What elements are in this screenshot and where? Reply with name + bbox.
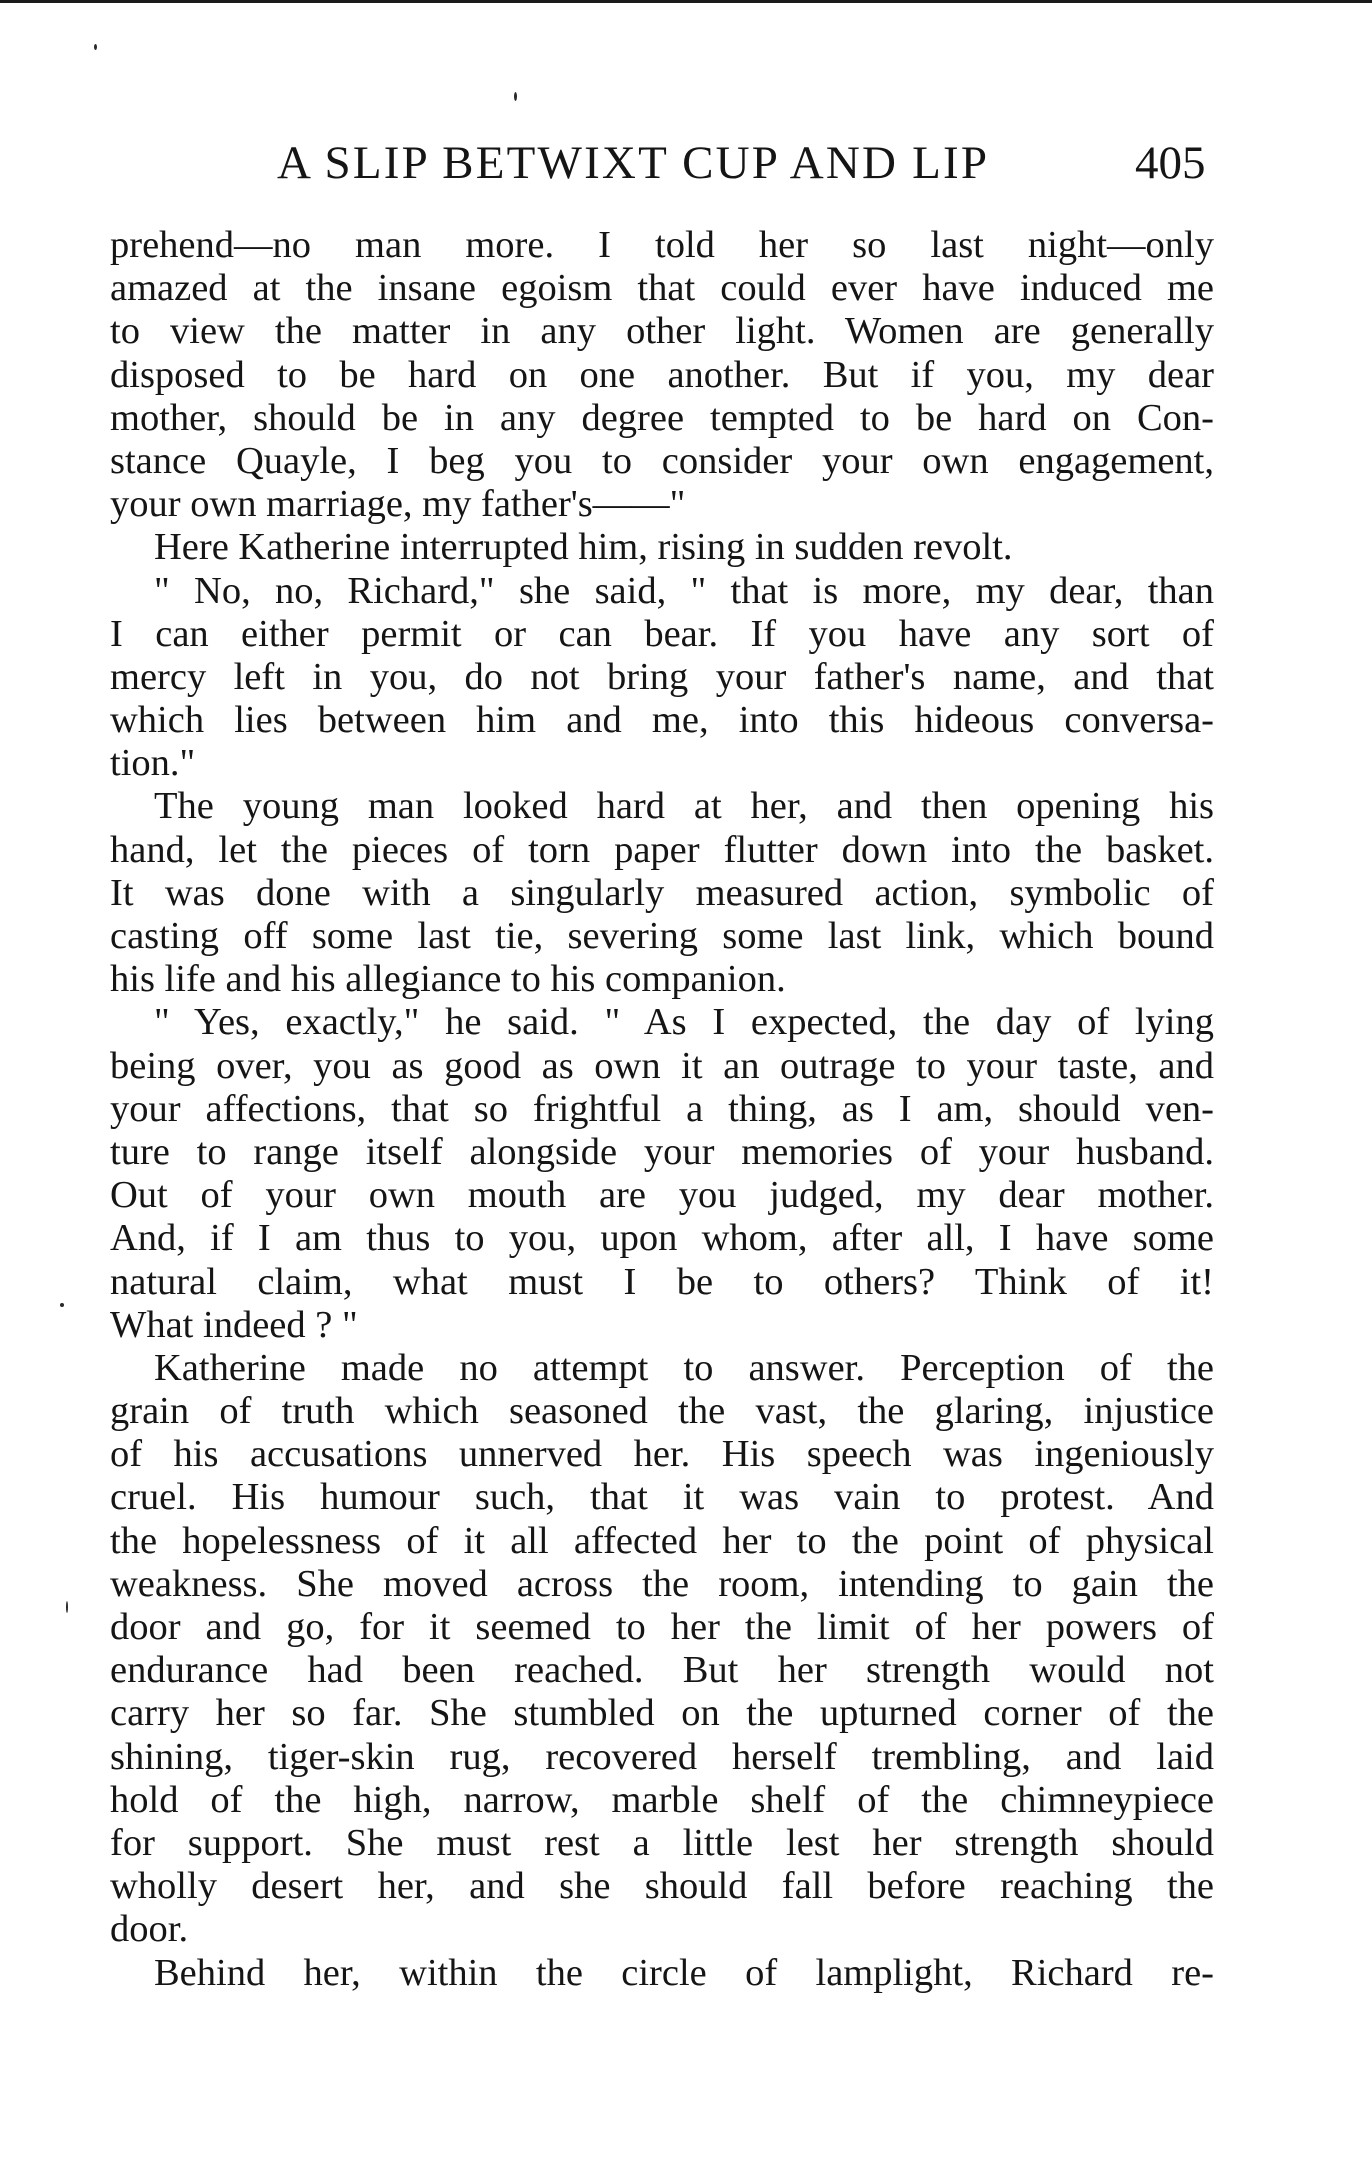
text-line: being over, you as good as own it an outrage to your taste, and	[110, 1044, 1214, 1087]
text-line: ture to range itself alongside your memories of your husband.	[110, 1130, 1214, 1173]
text-line: Out of your own mouth are you judged, my dear mother.	[110, 1174, 1214, 1217]
text-line: amazed at the insane egoism that could ever have induced me	[110, 267, 1214, 310]
text-line: endurance had been reached. But her strength would not	[110, 1649, 1214, 1692]
text-line: tion."	[110, 742, 196, 785]
paragraph-first-line: " No, no, Richard," she said, " that is more, my dear, than	[154, 569, 1214, 612]
running-header	[0, 133, 1372, 193]
text-line: mercy left in you, do not bring your father's name, and that	[110, 655, 1214, 698]
text-line: prehend—no man more. I told her so last night—only	[110, 224, 1214, 266]
text-line: door and go, for it seemed to her the limit of her powers of	[110, 1606, 1214, 1648]
text-line: casting off some last tie, severing some last link, which bound	[110, 915, 1214, 957]
text-line: And, if I am thus to you, upon whom, after all, I have some	[110, 1217, 1214, 1260]
ink-speck	[60, 1303, 64, 1307]
running-title: A SLIP BETWIXT CUP AND LIP	[277, 137, 990, 189]
text-line: hold of the high, narrow, marble shelf of the chimneypiece	[110, 1778, 1214, 1821]
text-line: It was done with a singularly measured action, symbolic of	[110, 871, 1214, 914]
paragraph-first-line: Here Katherine interrupted him, rising in sudden revolt.	[154, 526, 1013, 569]
paragraph-first-line: Katherine made no attempt to answer. Perception of the	[154, 1346, 1214, 1389]
text-line: mother, should be in any degree tempted to be hard on Con-	[110, 396, 1214, 439]
top-edge-rule	[0, 0, 1372, 3]
text-line: which lies between him and me, into this hideous conversa-	[110, 699, 1214, 742]
ink-speck	[66, 1601, 68, 1613]
body-text	[110, 224, 1214, 1995]
text-line: grain of truth which seasoned the vast, the glaring, injustice	[110, 1390, 1214, 1433]
text-line: weakness. She moved across the room, intending to gain the	[110, 1562, 1214, 1605]
text-line: your own marriage, my father's——"	[110, 483, 686, 526]
text-line: shining, tiger-skin rug, recovered herself trembling, and laid	[110, 1735, 1214, 1778]
text-line: I can either permit or can bear. If you have any sort of	[110, 612, 1214, 655]
text-line: his life and his allegiance to his companion.	[110, 958, 786, 1001]
text-line: of his accusations unnerved her. His speech was ingeniously	[110, 1433, 1214, 1476]
text-line: What indeed ? "	[110, 1303, 358, 1346]
page-number: 405	[1135, 137, 1206, 189]
ink-speck	[514, 92, 517, 101]
text-line: to view the matter in any other light. Women are generally	[110, 310, 1214, 353]
text-line: door.	[110, 1908, 189, 1951]
text-line: the hopelessness of it all affected her to the point of physical	[110, 1519, 1214, 1562]
text-line: disposed to be hard on one another. But if you, my dear	[110, 353, 1214, 396]
text-line: wholly desert her, and she should fall before reaching the	[110, 1865, 1214, 1908]
text-line: your affections, that so frightful a thing, as I am, should ven-	[110, 1087, 1214, 1130]
text-line: hand, let the pieces of torn paper flutter down into the basket.	[110, 828, 1214, 871]
text-line: for support. She must rest a little lest her strength should	[110, 1821, 1214, 1864]
paragraph-first-line: " Yes, exactly," he said. " As I expected, the day of lying	[154, 1001, 1214, 1044]
ink-speck	[94, 44, 97, 50]
text-line: cruel. His humour such, that it was vain to protest. And	[110, 1476, 1214, 1519]
text-line: stance Quayle, I beg you to consider your own engagement,	[110, 439, 1214, 482]
paragraph-first-line: Behind her, within the circle of lamplight, Richard re-	[154, 1951, 1214, 1994]
text-line: natural claim, what must I be to others? Think of it!	[110, 1260, 1214, 1303]
text-line: carry her so far. She stumbled on the upturned corner of the	[110, 1692, 1214, 1735]
paragraph-first-line: The young man looked hard at her, and then opening his	[154, 785, 1214, 828]
